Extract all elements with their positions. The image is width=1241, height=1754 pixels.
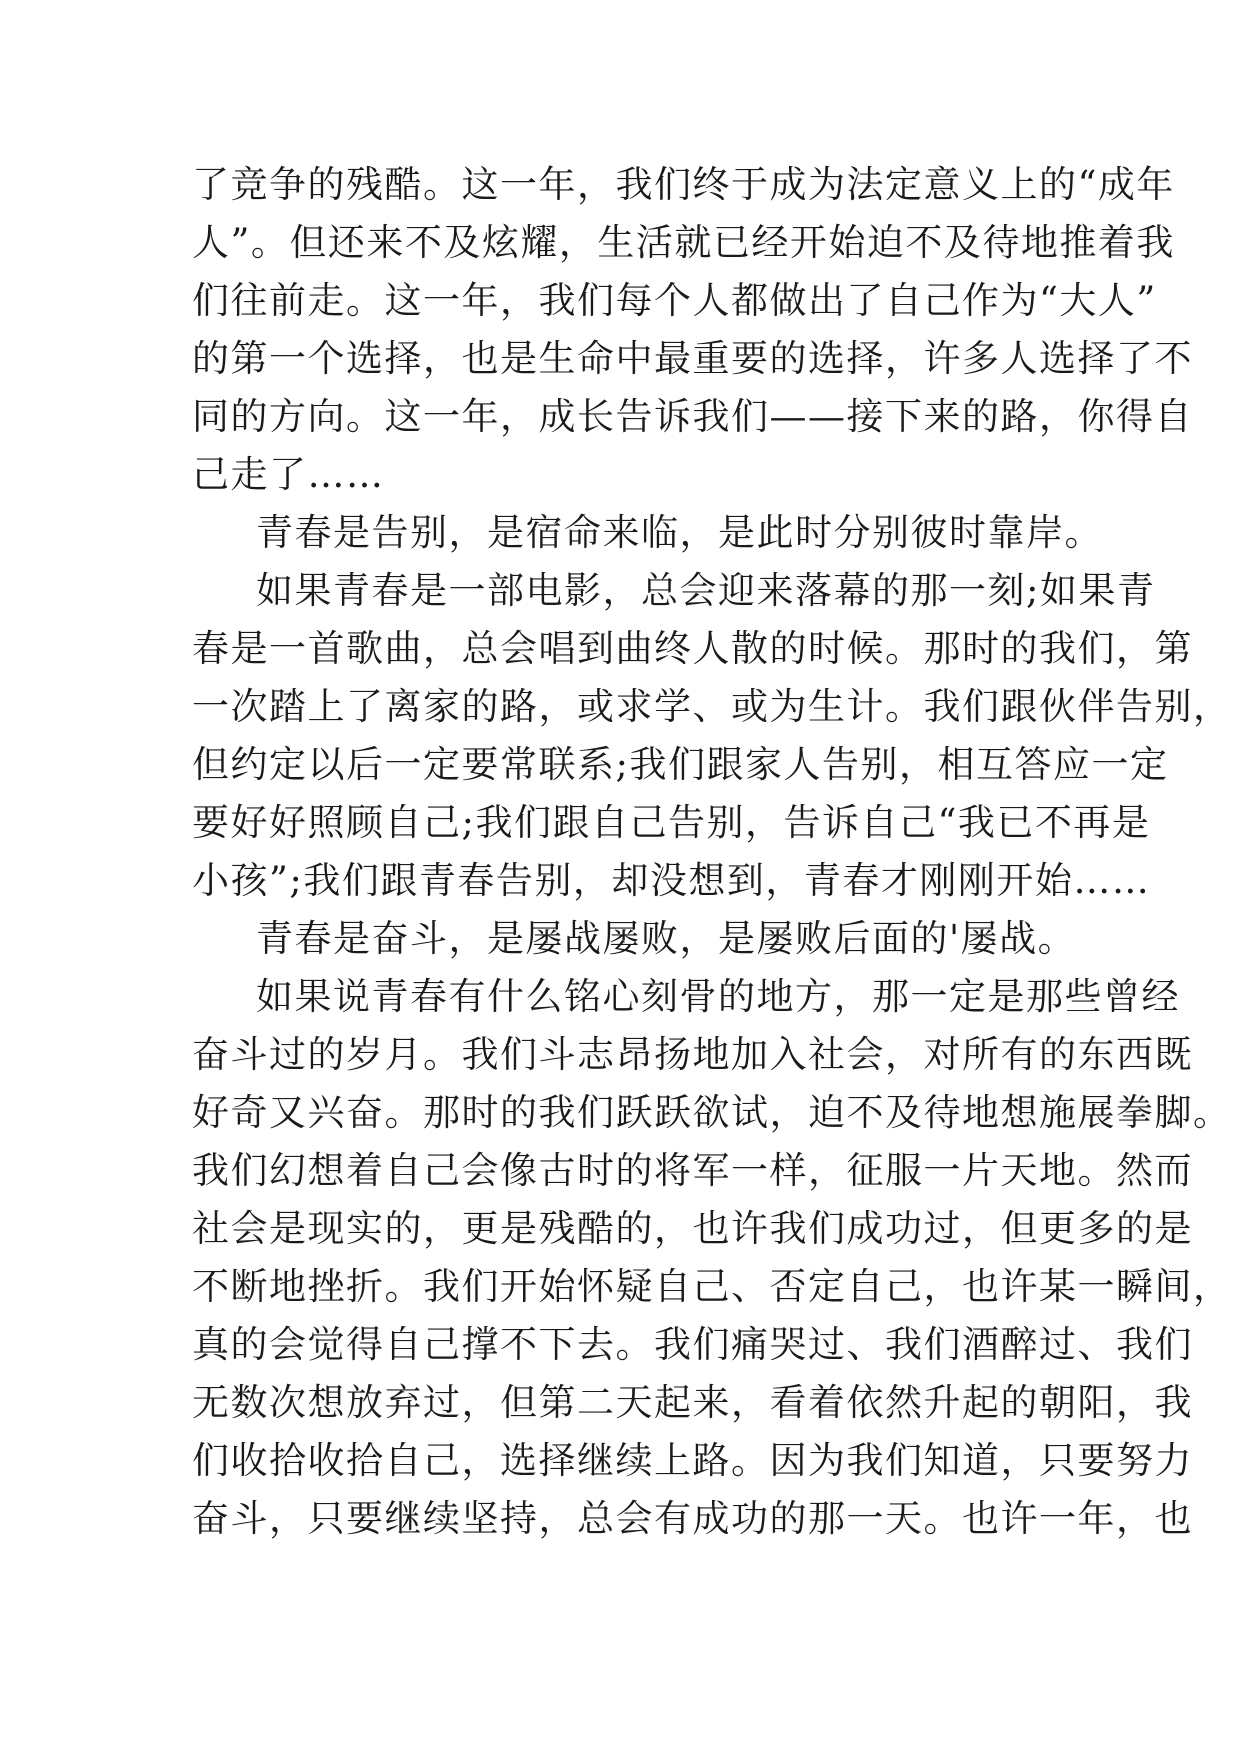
text-line: 同的方向。这一年，成长告诉我们——接下来的路，你得自 xyxy=(192,395,1193,438)
text-line: 奋斗过的岁月。我们斗志昂扬地加入社会，对所有的东西既 xyxy=(192,1033,1193,1076)
paragraph-farewell xyxy=(192,562,1232,910)
text-line: 如果说青春有什么铭心刻骨的地方，那一定是那些曾经 xyxy=(256,975,1180,1018)
text-line: 青春是告别，是宿命来临，是此时分别彼时靠岸。 xyxy=(256,511,1103,554)
text-line: 不断地挫折。我们开始怀疑自己、否定自己，也许某一瞬间， xyxy=(192,1265,1232,1308)
text-line: 真的会觉得自己撑不下去。我们痛哭过、我们酒醉过、我们 xyxy=(192,1323,1193,1366)
text-line: 小孩”;我们跟青春告别，却没想到，青春才刚刚开始…… xyxy=(192,859,1151,902)
text-line: 一次踏上了离家的路，或求学、或为生计。我们跟伙伴告别， xyxy=(192,685,1232,728)
paragraph-struggle xyxy=(192,968,1232,1548)
text-line: 要好好照顾自己;我们跟自己告别，告诉自己“我已不再是 xyxy=(192,801,1151,844)
paragraph-heading-struggle xyxy=(192,910,1077,968)
text-line: 己走了…… xyxy=(192,453,385,496)
text-line: 的第一个选择，也是生命中最重要的选择，许多人选择了不 xyxy=(192,337,1193,380)
text-line: 春是一首歌曲，总会唱到曲终人散的时候。那时的我们，第 xyxy=(192,627,1193,670)
text-line: 人”。但还来不及炫耀，生活就已经开始迫不及待地推着我 xyxy=(192,221,1175,264)
text-line: 们收拾收拾自己，选择继续上路。因为我们知道，只要努力 xyxy=(192,1439,1193,1482)
text-line: 社会是现实的，更是残酷的，也许我们成功过，但更多的是 xyxy=(192,1207,1193,1250)
paragraph-heading-farewell xyxy=(192,504,1103,562)
text-line: 如果青春是一部电影，总会迎来落幕的那一刻;如果青 xyxy=(256,569,1156,612)
text-line: 奋斗，只要继续坚持，总会有成功的那一天。也许一年，也 xyxy=(192,1497,1193,1540)
paragraph-continued xyxy=(192,156,1193,504)
text-line: 了竞争的残酷。这一年，我们终于成为法定意义上的“成年 xyxy=(192,163,1175,206)
text-line: 我们幻想着自己会像古时的将军一样，征服一片天地。然而 xyxy=(192,1149,1193,1192)
text-line: 青春是奋斗，是屡战屡败，是屡败后面的'屡战。 xyxy=(256,917,1077,960)
body-text xyxy=(192,156,1232,1548)
text-line: 好奇又兴奋。那时的我们跃跃欲试，迫不及待地想施展拳脚。 xyxy=(192,1091,1232,1134)
text-line: 但约定以后一定要常联系;我们跟家人告别，相互答应一定 xyxy=(192,743,1169,786)
text-line: 们往前走。这一年，我们每个人都做出了自己作为“大人” xyxy=(192,279,1157,322)
text-line: 无数次想放弃过，但第二天起来，看着依然升起的朝阳，我 xyxy=(192,1381,1193,1424)
